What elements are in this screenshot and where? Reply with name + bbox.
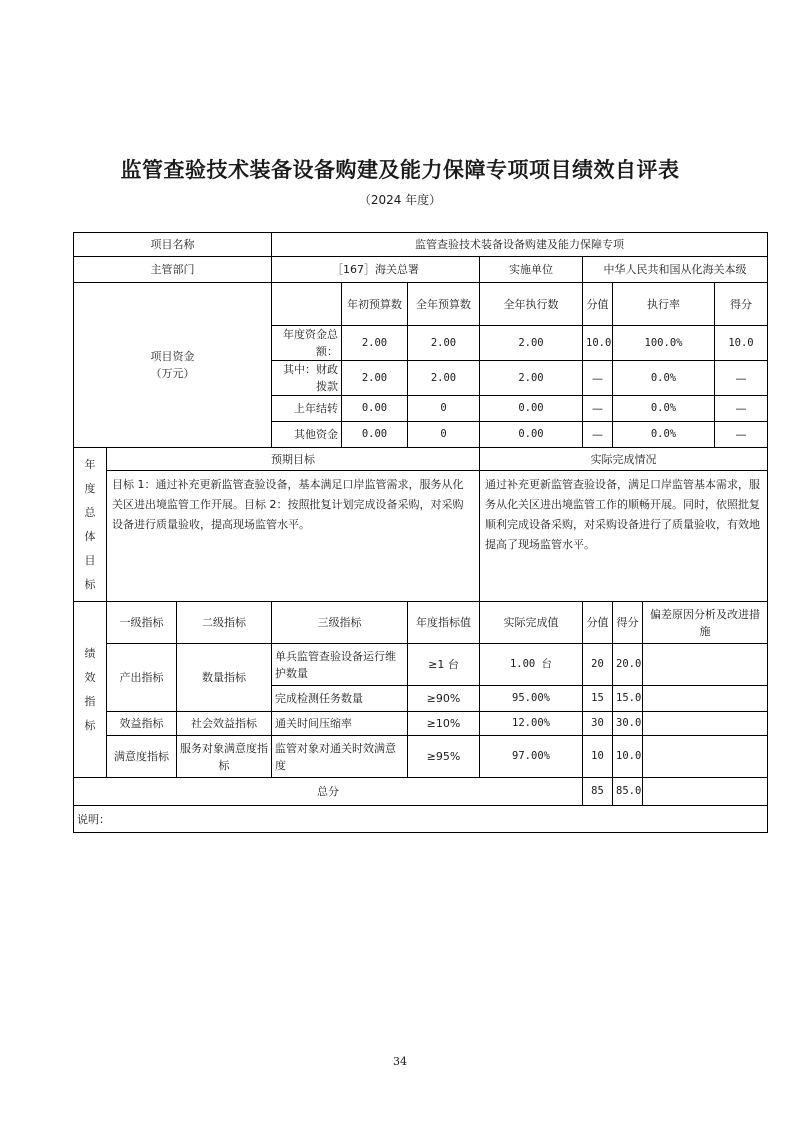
implementing-unit-value: 中华人民共和国从化海关本级 <box>583 257 768 283</box>
project-name-value: 监管查验技术装备设备购建及能力保障专项 <box>272 233 768 257</box>
actual-completion-header: 实际完成情况 <box>480 448 768 471</box>
total-deviation <box>643 778 768 806</box>
indicator-level1: 满意度指标 <box>107 736 177 778</box>
indicator-header-level1: 一级指标 <box>107 602 177 644</box>
funds-header-initial: 年初预算数 <box>342 283 408 326</box>
funds-row-score: 10.0 <box>715 326 768 361</box>
funds-row-score-value: 10.0 <box>583 326 613 361</box>
funds-row-score: — <box>715 422 768 448</box>
funds-row-initial: 2.00 <box>342 361 408 396</box>
total-row <box>74 778 768 806</box>
funds-row-annual: 0 <box>408 422 480 448</box>
goals-side-char: 标 <box>84 577 96 591</box>
indicator-header-deviation: 偏差原因分析及改进措施 <box>643 602 768 644</box>
indicator-level2: 服务对象满意度指标 <box>177 736 272 778</box>
funds-row-executed: 0.00 <box>480 396 583 422</box>
funds-header-score: 得分 <box>715 283 768 326</box>
indicator-row <box>74 712 768 736</box>
funds-row-score: — <box>715 361 768 396</box>
indicator-side-char: 指 <box>84 694 96 708</box>
funds-row-initial: 0.00 <box>342 396 408 422</box>
funds-label-line2: （万元） <box>150 367 195 380</box>
implementing-unit-label: 实施单位 <box>480 257 583 283</box>
indicator-deviation <box>643 712 768 736</box>
note-label: 说明： <box>74 806 768 833</box>
indicator-target: ≥10% <box>408 712 480 736</box>
indicator-deviation <box>643 736 768 778</box>
page-subtitle: （2024 年度） <box>358 193 442 207</box>
department-label: 主管部门 <box>74 257 272 283</box>
indicator-side-char: 标 <box>84 718 96 732</box>
funds-row-rate: 100.0% <box>613 326 715 361</box>
funds-row-initial: 2.00 <box>342 326 408 361</box>
funds-row-annual: 0 <box>408 396 480 422</box>
indicator-level1: 效益指标 <box>107 712 177 736</box>
indicator-score: 30.0 <box>613 712 643 736</box>
goals-side-char: 年 <box>84 457 96 471</box>
funds-row-rate: 0.0% <box>613 422 715 448</box>
funds-row-score-value: — <box>583 396 613 422</box>
department-row <box>74 257 768 283</box>
indicator-target: ≥95% <box>408 736 480 778</box>
goals-side-label <box>74 448 107 602</box>
indicator-level2: 数量指标 <box>177 644 272 712</box>
total-score: 85.0 <box>613 778 643 806</box>
funds-label <box>74 283 272 448</box>
page-number: 34 <box>393 1055 407 1068</box>
funds-row-annual: 2.00 <box>408 361 480 396</box>
goals-content-row <box>74 471 768 602</box>
indicator-score: 15.0 <box>613 686 643 712</box>
funds-row-rate: 0.0% <box>613 361 715 396</box>
indicator-actual: 12.00% <box>480 712 583 736</box>
expected-goal-header: 预期目标 <box>107 448 480 471</box>
indicator-header-row <box>74 602 768 644</box>
indicator-value: 20 <box>583 644 613 686</box>
indicator-header-target: 年度指标值 <box>408 602 480 644</box>
funds-row-annual: 2.00 <box>408 326 480 361</box>
funds-label-line1: 项目资金 <box>150 350 195 363</box>
indicator-score: 20.0 <box>613 644 643 686</box>
indicator-row <box>74 736 768 778</box>
funds-header-row <box>74 283 768 326</box>
indicator-level1: 产出指标 <box>107 644 177 712</box>
indicator-row <box>74 644 768 686</box>
funds-header-annual: 全年预算数 <box>408 283 480 326</box>
funds-row-score-value: — <box>583 361 613 396</box>
indicator-header-score: 得分 <box>613 602 643 644</box>
funds-row-rate: 0.0% <box>613 396 715 422</box>
funds-row-score-value: — <box>583 422 613 448</box>
indicator-value: 30 <box>583 712 613 736</box>
project-name-row <box>74 233 768 257</box>
funds-header-rate: 执行率 <box>613 283 715 326</box>
performance-table <box>73 232 768 833</box>
goals-side-char: 体 <box>84 529 96 543</box>
indicator-header-value: 分值 <box>583 602 613 644</box>
actual-completion-text: 通过补充更新监管查验设备，满足口岸监管基本需求，服务从化关区进出境监管工作的顺畅开展。同时，依照批复顺利完成设备采购，对采购设备进行了质量验收，有效地提高了现场监管水平。 <box>480 471 768 602</box>
funds-row-label: 其他资金 <box>272 422 342 448</box>
goals-header-row <box>74 448 768 471</box>
indicator-deviation <box>643 686 768 712</box>
note-row <box>74 806 768 833</box>
project-name-label: 项目名称 <box>74 233 272 257</box>
expected-goal-text: 目标 1：通过补充更新监管查验设备，基本满足口岸监管需求，服务从化关区进出境监管工作开展。目标 2：按照批复计划完成设备采购，对采购设备进行质量验收，提高现场监管水平。 <box>107 471 480 602</box>
indicator-deviation <box>643 644 768 686</box>
funds-header-executed: 全年执行数 <box>480 283 583 326</box>
indicator-header-level3: 三级指标 <box>272 602 408 644</box>
indicator-value: 15 <box>583 686 613 712</box>
indicator-side-char: 效 <box>84 670 96 684</box>
total-label: 总分 <box>74 778 583 806</box>
indicator-actual: 95.00% <box>480 686 583 712</box>
funds-row-initial: 0.00 <box>342 422 408 448</box>
indicator-side-char: 绩 <box>84 646 96 660</box>
funds-row-score: — <box>715 396 768 422</box>
funds-header-blank <box>272 283 342 326</box>
funds-row-label: 其中：财政拨款 <box>272 361 342 396</box>
goals-side-char: 度 <box>84 481 96 495</box>
indicator-side-label <box>74 602 107 778</box>
funds-row-executed: 2.00 <box>480 361 583 396</box>
goals-side-char: 目 <box>84 553 96 567</box>
indicator-target: ≥1 台 <box>408 644 480 686</box>
indicator-value: 10 <box>583 736 613 778</box>
indicator-score: 10.0 <box>613 736 643 778</box>
indicator-target: ≥90% <box>408 686 480 712</box>
indicator-header-actual: 实际完成值 <box>480 602 583 644</box>
funds-row-executed: 2.00 <box>480 326 583 361</box>
funds-row-label: 年度资金总额： <box>272 326 342 361</box>
funds-row-executed: 0.00 <box>480 422 583 448</box>
indicator-level3: 通关时间压缩率 <box>272 712 408 736</box>
funds-row-label: 上年结转 <box>272 396 342 422</box>
indicator-actual: 1.00 台 <box>480 644 583 686</box>
page-title: 监管查验技术装备设备购建及能力保障专项项目绩效自评表 <box>120 158 680 182</box>
funds-header-score-value: 分值 <box>583 283 613 326</box>
indicator-level3: 单兵监管查验设备运行维护数量 <box>272 644 408 686</box>
indicator-level3: 完成检测任务数量 <box>272 686 408 712</box>
indicator-header-level2: 二级指标 <box>177 602 272 644</box>
indicator-level3: 监管对象对通关时效满意度 <box>272 736 408 778</box>
department-value: ［167］海关总署 <box>272 257 480 283</box>
goals-side-char: 总 <box>84 505 96 519</box>
total-value: 85 <box>583 778 613 806</box>
indicator-level2: 社会效益指标 <box>177 712 272 736</box>
indicator-actual: 97.00% <box>480 736 583 778</box>
